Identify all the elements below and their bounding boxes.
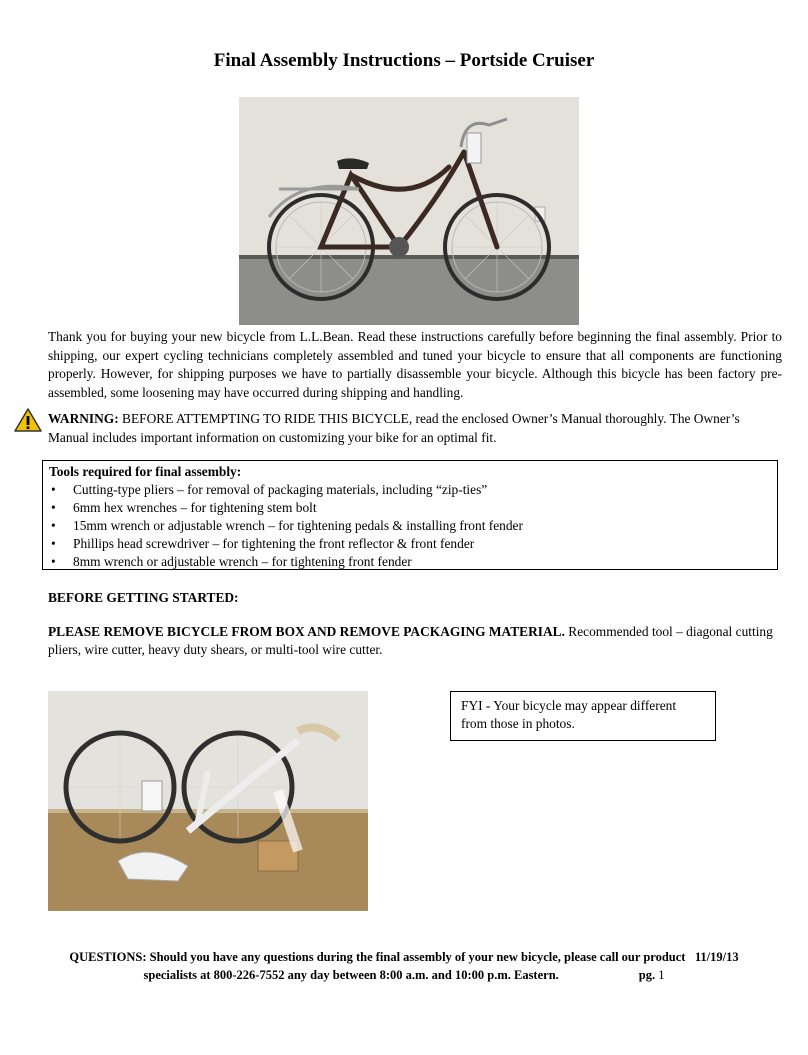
page-label: pg. bbox=[638, 968, 656, 982]
page-title: Final Assembly Instructions – Portside Cruiser bbox=[213, 50, 595, 71]
fyi-note: FYI - Your bicycle may appear different from those in photos. bbox=[450, 691, 716, 741]
list-item: • Phillips head screwdriver – for tightening the front reflector & front fender bbox=[49, 535, 771, 553]
before-heading: BEFORE GETTING STARTED: bbox=[48, 590, 239, 605]
warning-paragraph bbox=[14, 410, 782, 447]
footer-questions: QUESTIONS: Should you have any questions during the final assembly of your new bicycle, please call our product bbox=[69, 950, 686, 964]
warning-text: BEFORE ATTEMPTING TO RIDE THIS BICYCLE, read the enclosed Owner’s Manual thoroughly. The Owner’s Manual includes important information on customizing your bike for an optimal fit. bbox=[48, 411, 740, 445]
tools-box bbox=[42, 460, 778, 570]
list-item: • 15mm wrench or adjustable wrench – for tightening pedals & installing front fender bbox=[49, 517, 771, 535]
page-number: 1 bbox=[658, 968, 665, 982]
assembled-bicycle-photo bbox=[239, 97, 579, 325]
warning-label: WARNING: bbox=[48, 411, 119, 426]
list-item: • 6mm hex wrenches – for tightening stem bolt bbox=[49, 499, 771, 517]
footer-date: 11/19/13 bbox=[694, 950, 739, 964]
unboxed-bicycle-photo bbox=[48, 691, 368, 911]
intro-paragraph: Thank you for buying your new bicycle from L.L.Bean. Read these instructions carefully before beginning the final assembly. Prior to shipping, our expert cycling technicians completely assembled and tuned your bicycle to ensure that all components are functioning properly. However, for shipping purposes we have to partially disassemble your bicycle. Although this bicycle has been factory pre-assembled, some loosening may have occurred during shipping and handling. bbox=[48, 329, 782, 400]
footer bbox=[0, 948, 808, 984]
footer-phone-hours: specialists at 800-226-7552 any day between 8:00 a.m. and 10:00 p.m. Eastern. bbox=[143, 968, 559, 982]
remove-bold: PLEASE REMOVE BICYCLE FROM BOX AND REMOVE PACKAGING MATERIAL. bbox=[48, 624, 565, 639]
warning-icon bbox=[14, 408, 42, 432]
remove-text: Recommended tool – diagonal cutting pliers, wire cutter, heavy duty shears, or multi-tool wire cutter. bbox=[48, 624, 773, 657]
list-item: • Cutting-type pliers – for removal of packaging materials, including “zip-ties” bbox=[49, 481, 771, 499]
remove-paragraph bbox=[48, 623, 782, 659]
list-item: • 8mm wrench or adjustable wrench – for tightening front fender bbox=[49, 553, 771, 571]
tools-list bbox=[49, 481, 771, 571]
tools-heading: Tools required for final assembly: bbox=[49, 464, 242, 479]
